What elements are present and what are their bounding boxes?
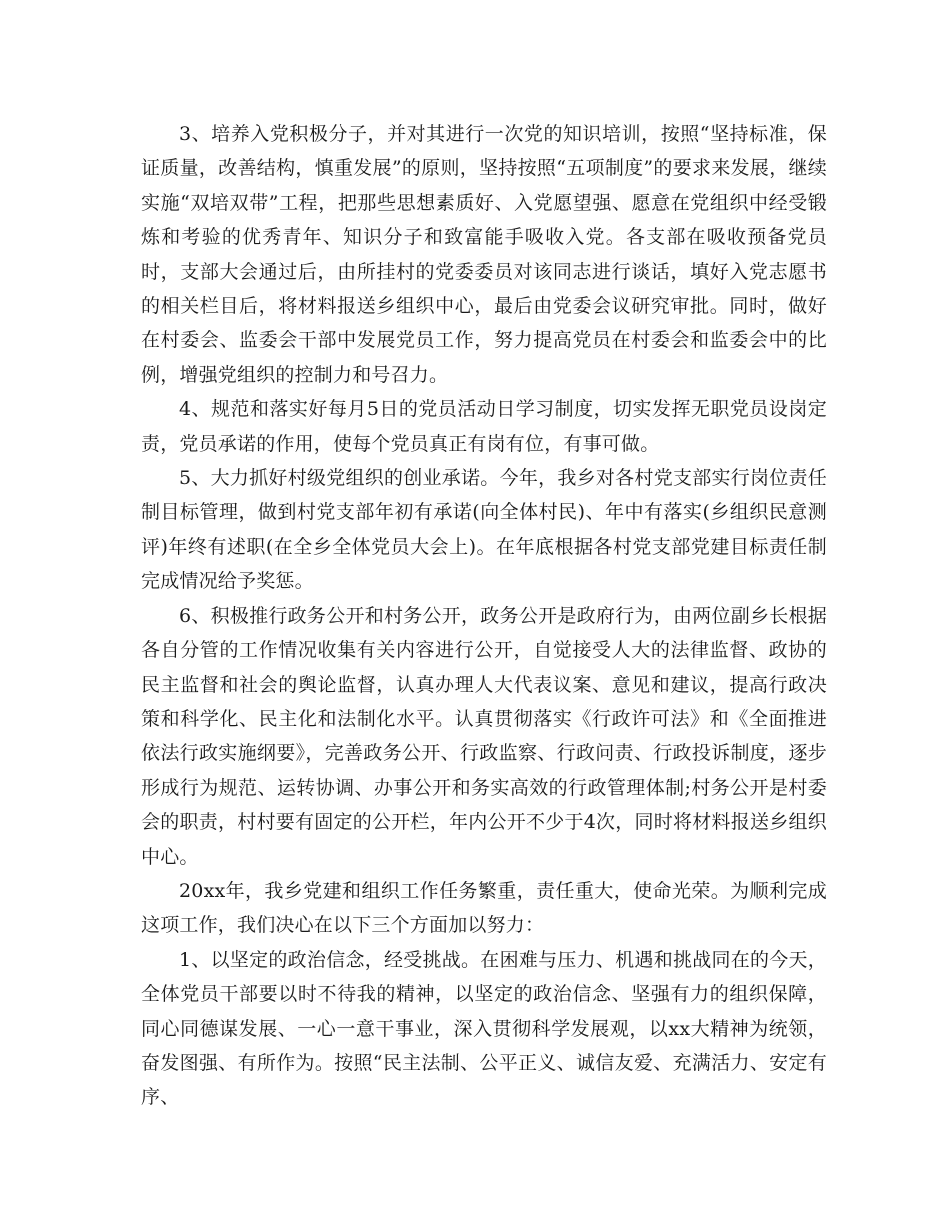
paragraph-activity-day: 4、规范和落实好每月5日的党员活动日学习制度，切实发挥无职党员设岗定责，党员承诺的作用，使每个党员真正有岗有位，有事可做。 [141,398,827,455]
paragraph-year-plan: 20xx年，我乡党建和组织工作任务繁重，责任重大，使命光荣。为顺利完成这项工作，我们决心在以下三个方面加以努力： [141,879,827,937]
paragraph-open-affairs: 6、积极推行政务公开和村务公开，政务公开是政府行为，由两位副乡长根据各自分管的工作情况收集有关内容进行公开，自觉接受人大的法律监督、政协的民主监督和社会的舆论监督，认真办理人大代表议案、意见和建议，提高行政决策和科学化、民主化和法制化水平。认真贯彻落实《行政许可法》和《全面推进依法行政实施纲要》，完善政务公开、行政监察、行政问责、行政投诉制度，逐步形成行为规范、运转协调、办事公开和务实高效的行政管理体制;村务公开是村委会的职责，村村要有固定的公开栏，年内公开不少于4次，同时将材料报送乡组织中心。 [141,604,827,868]
paragraph-political-belief: 1、以坚定的政治信念，经受挑战。在困难与压力、机遇和挑战同在的今天，全体党员干部要以时不待我的精神，以坚定的政治信念、坚强有力的组织保障，同心同德谋发展、一心一意干事业，深入贯彻科学发展观，以xx大精神为统领，奋发图强、有所作为。按照“民主法制、公平正义、诚信友爱、充满活力、安定有序、 [141,948,827,1109]
paragraph-cultivate-activists: 3、培养入党积极分子，并对其进行一次党的知识培训，按照“坚持标准，保证质量，改善结构，慎重发展”的原则，坚持按照“五项制度”的要求来发展，继续实施“双培双带”工程，把那些思想素质好、入党愿望强、愿意在党组织中经受锻炼和考验的优秀青年、知识分子和致富能手吸收入党。各支部在吸收预备党员时，支部大会通过后，由所挂村的党委委员对该同志进行谈话，填好入党志愿书的相关栏目后，将材料报送乡组织中心，最后由党委会议研究审批。同时，做好在村委会、监委会干部中发展党员工作，努力提高党员在村委会和监委会中的比例，增强党组织的控制力和号召力。 [141,123,827,386]
document-body [141,117,827,1115]
paragraph-entrepreneurship-pledge: 5、大力抓好村级党组织的创业承诺。今年，我乡对各村党支部实行岗位责任制目标管理，做到村党支部年初有承诺(向全体村民)、年中有落实(乡组织民意测评)年终有述职(在全乡全体党员大会上)。在年底根据各村党支部党建目标责任制完成情况给予奖惩。 [141,467,827,593]
